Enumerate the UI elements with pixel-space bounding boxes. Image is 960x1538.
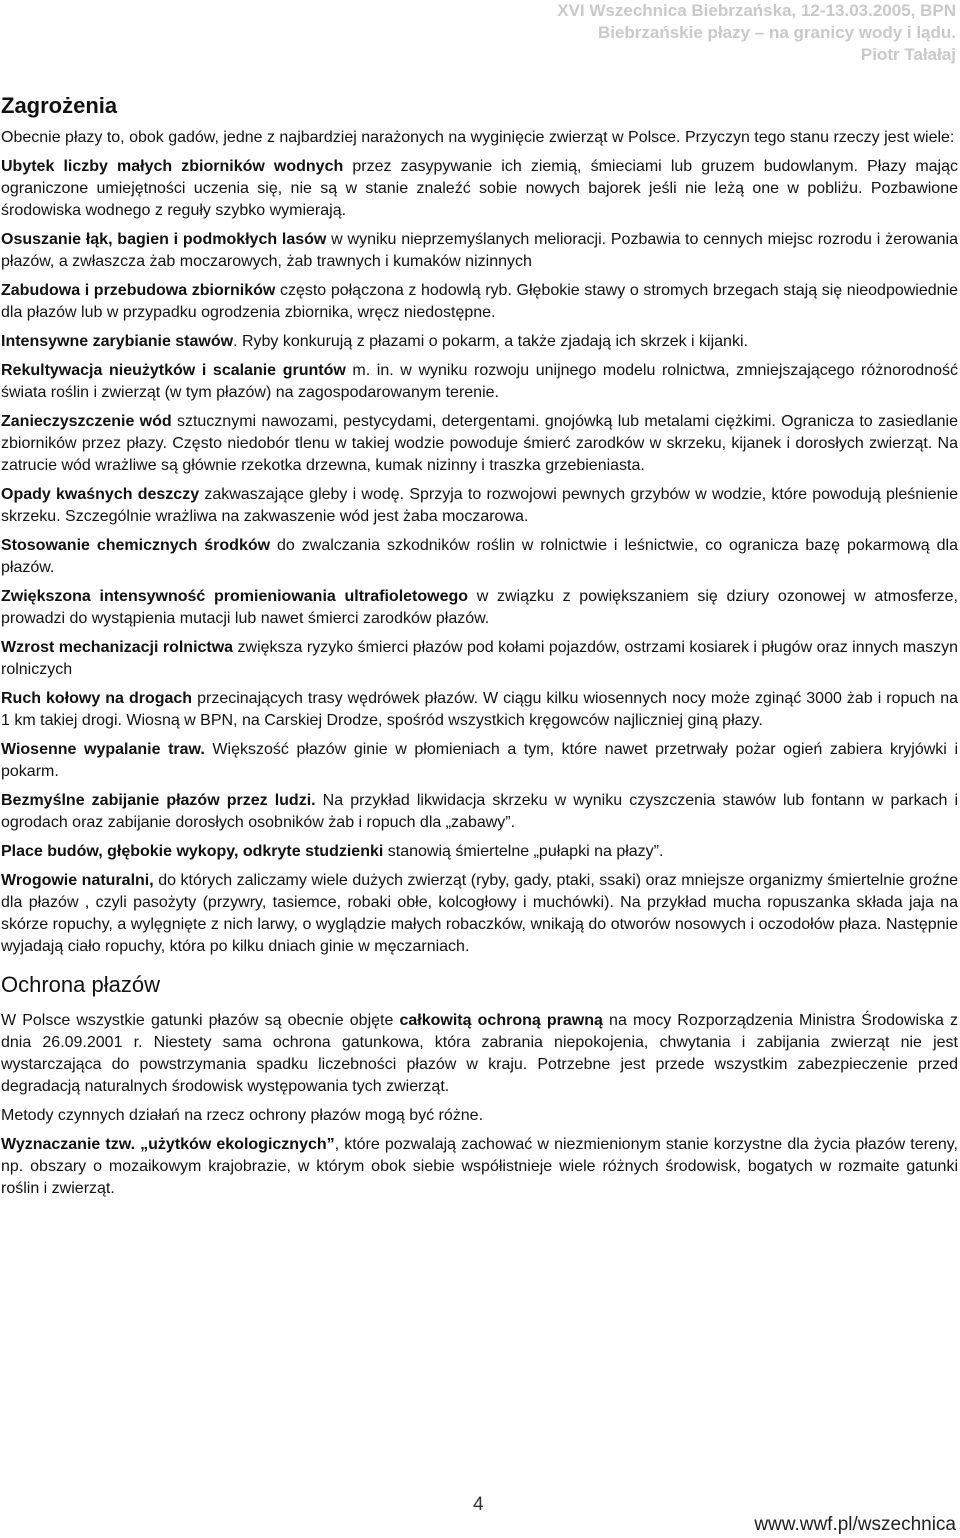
threat-heading: Opady kwaśnych deszczy (1, 486, 200, 503)
threat-paragraph (1, 484, 958, 528)
threat-paragraph (1, 637, 958, 681)
protection-paragraph-3 (1, 1134, 958, 1200)
threat-text: przez zasypywanie ich ziemią, śmieciami lub gruzem budowlanym. Płazy mając ograniczone umiejętności uczenia się, nie są w stanie znaleźć sobie nowych bajorek jeśli nie leżą one w pobliżu. Pozbawione środowiska wodnego z reguły szybko wymierają. (1, 158, 959, 219)
threat-paragraph (1, 841, 958, 863)
threat-heading: Ruch kołowy na drogach (1, 690, 193, 707)
threat-text: przecinających trasy wędrówek płazów. W ciągu kilku wiosennych nocy może zginąć 3000 żab i ropuch na 1 km takiej drogi. Wiosną w BPN, na Carskiej Drodze, spośród wszystkich kręgowców najliczniej giną płazy. (1, 690, 959, 729)
section-title-threats: Zagrożenia (1, 93, 118, 118)
header-author: Piotr Tałałaj (860, 45, 956, 64)
protection-paragraph-2: Metody czynnych działań na rzecz ochrony płazów mogą być różne. (1, 1107, 484, 1124)
header-title: Biebrzańskie płazy – na granicy wody i lądu. (597, 23, 956, 42)
threat-heading: Bezmyślne zabijanie płazów przez ludzi. (1, 792, 316, 809)
threat-heading: Stosowanie chemicznych środków (1, 537, 271, 554)
threat-text: do zwalczania szkodników roślin w rolnictwie i leśnictwie, co ogranicza bazę pokarmową dla płazów. (1, 537, 958, 576)
section-title-protection: Ochrona płazów (1, 972, 160, 997)
threat-text: w wyniku nieprzemyślanych melioracji. Pozbawia to cennych miejsc rozrodu i żerowania płazów, a zwłaszcza żab moczarowych, żab trawnych i kumaków nizinnych (1, 231, 959, 270)
threat-heading: Wiosenne wypalanie traw. (1, 741, 205, 758)
threat-heading: Zwiększona intensywność promieniowania ultrafioletowego (1, 588, 469, 605)
threat-heading: Wzrost mechanizacji rolnictwa (1, 639, 234, 656)
threat-heading: Ubytek liczby małych zbiorników wodnych (1, 158, 344, 175)
threat-text: zwiększa ryzyko śmierci płazów pod kołami pojazdów, ostrzami kosiarek i pługów oraz innych maszyn rolniczych (1, 639, 959, 678)
threat-heading: Osuszanie łąk, bagien i podmokłych lasów (1, 231, 327, 248)
threat-paragraph (1, 739, 958, 783)
threat-text: Na przykład likwidacja skrzeku w wyniku czyszczenia stawów lub fontann w parkach i ogrodach oraz zabijanie dorosłych osobników żab i ropuch dla „zabawy”. (1, 792, 958, 831)
intro-paragraph: Obecnie płazy to, obok gadów, jedne z najbardziej narażonych na wyginięcie zwierząt w Polsce. Przyczyn tego stanu rzeczy jest wiele: (1, 129, 955, 146)
document-header (557, 0, 956, 66)
protection-text-pre: W Polsce wszystkie gatunki płazów są obecnie objęte (1, 1012, 400, 1029)
threat-paragraph (1, 360, 958, 404)
threat-heading: Zabudowa i przebudowa zbiorników (1, 282, 276, 299)
threat-text: w związku z powiększaniem się dziury ozonowej w atmosferze, prowadzi do wystąpienia mutacji lub nawet śmierci zarodków płazów. (1, 588, 958, 627)
threat-paragraph (1, 331, 958, 353)
protection-p3-text: , które pozwalają zachować w niezmienionym stanie korzystne dla życia płazów tereny, np. obszary o mozaikowym krajobrazie, w którym obok siebie współistnieje wiele różnych środowisk, bogatych w rozmaite gatunki roślin i zwierząt. (1, 1136, 959, 1197)
page-number: 4 (473, 1494, 484, 1515)
threat-text: Większość płazów ginie w płomieniach a tym, które nawet przetrwały pożar ogień zabiera kryjówki i pokarm. (1, 741, 958, 780)
threat-paragraph (1, 586, 958, 630)
threat-text: do których zaliczamy wiele dużych zwierząt (ryby, gady, ptaki, ssaki) oraz mniejsze organizmy śmiertelnie groźne dla płazów , czyli pasożyty (przywry, tasiemce, robaki obłe, kolcogłowy i muchówki). Na przykład mucha ropuszanka składa jaja na skórze ropuchy, a wylęgnięte z nich larwy, o wyglądzie małych robaczków, wnikają do otworów nosowych i oczodołów płaza. Następnie wyjadają ciało ropuchy, która po kilku dniach ginie w męczarniach. (1, 872, 959, 955)
header-conference: XVI Wszechnica Biebrzańska, 12-13.03.2005, BPN (557, 1, 956, 20)
document-body (1, 91, 958, 1207)
threat-paragraph (1, 280, 958, 324)
threat-text: często połączona z hodowlą ryb. Głębokie stawy o stromych brzegach stają się nieodpowiednie dla płazów lub w przypadku ogrodzenia zbiornika, wręcz niedostępne. (1, 282, 959, 321)
protection-text-bold: całkowitą ochroną prawną (399, 1012, 603, 1029)
protection-text-post: na mocy Rozporządzenia Ministra Środowiska z dnia 26.09.2001 r. Niestety sama ochrona gatunkowa, która zabrania niepokojenia, chwytania i zabijania zwierząt nie jest wystarczająca do powstrzymania spadku liczebności płazów w kraju. Potrzebne jest przede wszystkim zabezpieczenie przed degradacją naturalnych środowisk występowania tych zwierząt. (1, 1012, 959, 1095)
threat-paragraph (1, 790, 958, 834)
protection-p3-bold: Wyznaczanie tzw. „użytków ekologicznych” (1, 1136, 335, 1153)
threat-paragraph (1, 229, 958, 273)
threat-text: m. in. w wyniku rozwoju unijnego modelu rolnictwa, zmniejszającego różnorodność świata roślin i zwierząt (w tym płazów) na zagospodarowanym terenie. (1, 362, 958, 401)
threat-text: . Ryby konkurują z płazami o pokarm, a także zjadają ich skrzek i kijanki. (233, 333, 748, 350)
threat-heading: Place budów, głębokie wykopy, odkryte studzienki (1, 843, 384, 860)
threat-text: sztucznymi nawozami, pestycydami, detergentami. gnojówką lub metalami ciężkimi. Ogranicza to zasiedlanie zbiorników przez płazy. Często niedobór tlenu w takiej wodzie powoduje śmierć zarodków w skrzeku, kijanek i dorosłych zwierząt. Na zatrucie wód wrażliwe są głównie rzekotka drzewna, kumak nizinny i traszka grzebieniasta. (1, 413, 958, 474)
threat-paragraph (1, 870, 958, 958)
threat-heading: Intensywne zarybianie stawów (1, 333, 234, 350)
threat-text: zakwaszające gleby i wodę. Sprzyja to rozwojowi pewnych grzybów w wodzie, które powodują pleśnienie skrzeku. Szczególnie wrażliwa na zakwaszenie wód jest żaba moczarowa. (1, 486, 959, 525)
threat-paragraph (1, 156, 958, 222)
threat-heading: Rekultywacja nieużytków i scalanie gruntów (1, 362, 346, 379)
threat-paragraph (1, 535, 958, 579)
threat-paragraph (1, 411, 958, 477)
threat-paragraph (1, 688, 958, 732)
protection-paragraph-1 (1, 1010, 958, 1098)
threat-text: stanowią śmiertelne „pułapki na płazy”. (383, 843, 664, 860)
footer-url: www.wwf.pl/wszechnica (754, 1514, 956, 1535)
threat-heading: Zanieczyszczenie wód (1, 413, 172, 430)
threats-list (1, 156, 958, 958)
threat-heading: Wrogowie naturalni, (1, 872, 154, 889)
